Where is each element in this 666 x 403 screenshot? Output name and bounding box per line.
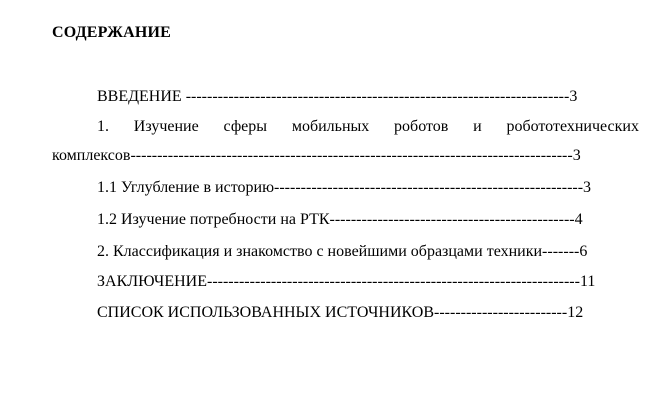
toc-entry-conclusion: ЗАКЛЮЧЕНИЕ----------------------------------------------------------------------11 [97, 273, 596, 290]
toc-word: роботов [394, 118, 449, 135]
toc-entry-section-1-2: 1.2 Изучение потребности на РТК----------------------------------------------4 [97, 211, 583, 228]
toc-entry-section-1-1: 1.1 Углубление в историю----------------------------------------------------------3 [97, 179, 592, 196]
toc-word: мобильных [291, 118, 370, 135]
toc-word: 1. [97, 118, 109, 135]
toc-entry-chapter-2: 2. Классификация и знакомство с новейшими образцами техники-------6 [97, 243, 588, 260]
toc-entry-chapter-1-line-1 [97, 117, 639, 137]
toc-entry-references: СПИСОК ИСПОЛЬЗОВАННЫХ ИСТОЧНИКОВ-------------------------12 [97, 304, 584, 321]
toc-word: Изучение [133, 118, 199, 135]
toc-word: сферы [223, 118, 268, 135]
toc-entry-introduction: ВВЕДЕНИЕ ------------------------------------------------------------------------3 [97, 88, 578, 105]
toc-entry-chapter-1-line-2: комплексов-----------------------------------------------------------------------------------3 [52, 147, 581, 164]
toc-word: и [473, 118, 482, 135]
toc-word: робототехнических [506, 118, 639, 135]
toc-title: СОДЕРЖАНИЕ [52, 24, 172, 41]
